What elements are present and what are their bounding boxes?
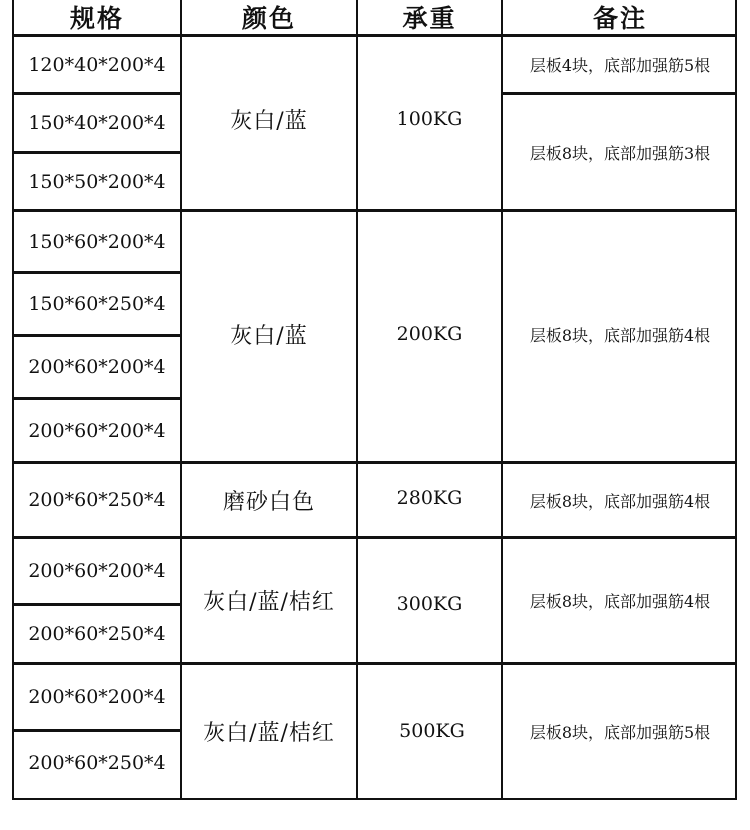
load-cell: 200KG (396, 323, 463, 345)
spec-cell: 200*60*200*4 (28, 560, 166, 582)
spec-cell: 200*60*250*4 (28, 752, 166, 774)
spec-cell: 150*50*200*4 (28, 170, 166, 193)
spec-cell: 200*60*250*4 (28, 489, 166, 511)
load-cell: 100KG (396, 108, 463, 130)
spec-cell: 150*40*200*4 (28, 112, 166, 134)
color-cell: 灰白/蓝/桔红 (203, 720, 335, 746)
load-cell: 280KG (396, 487, 463, 509)
color-cell: 灰白/蓝 (230, 108, 308, 134)
note-cell: 层板4块，底部加强筋5根 (529, 56, 711, 75)
note-cell: 层板8块，底部加强筋5根 (529, 722, 711, 742)
header-color: 颜色 (241, 4, 296, 33)
color-cell: 磨砂白色 (222, 489, 315, 515)
note-cell: 层板8块，底部加强筋4根 (529, 491, 711, 511)
spec-cell: 120*40*200*4 (28, 53, 166, 76)
color-cell: 灰白/蓝 (230, 323, 308, 349)
header-load: 承重 (402, 4, 457, 33)
note-cell: 层板8块，底部加强筋4根 (529, 325, 711, 345)
spec-cell: 150*60*250*4 (28, 293, 166, 315)
load-cell: 500KG (399, 720, 465, 742)
spec-cell: 200*60*200*4 (28, 419, 166, 442)
spec-cell: 200*60*200*4 (28, 686, 166, 708)
note-cell: 层板8块，底部加强筋4根 (529, 592, 711, 611)
header-note: 备注 (592, 4, 647, 33)
spec-cell: 200*60*250*4 (28, 623, 166, 645)
spec-cell: 200*60*200*4 (28, 356, 166, 378)
header-spec: 规格 (69, 4, 124, 33)
spec-cell: 150*60*200*4 (28, 230, 166, 253)
load-cell: 300KG (396, 593, 463, 615)
color-cell: 灰白/蓝/桔红 (203, 590, 335, 615)
note-cell: 层板8块，底部加强筋3根 (529, 143, 711, 163)
